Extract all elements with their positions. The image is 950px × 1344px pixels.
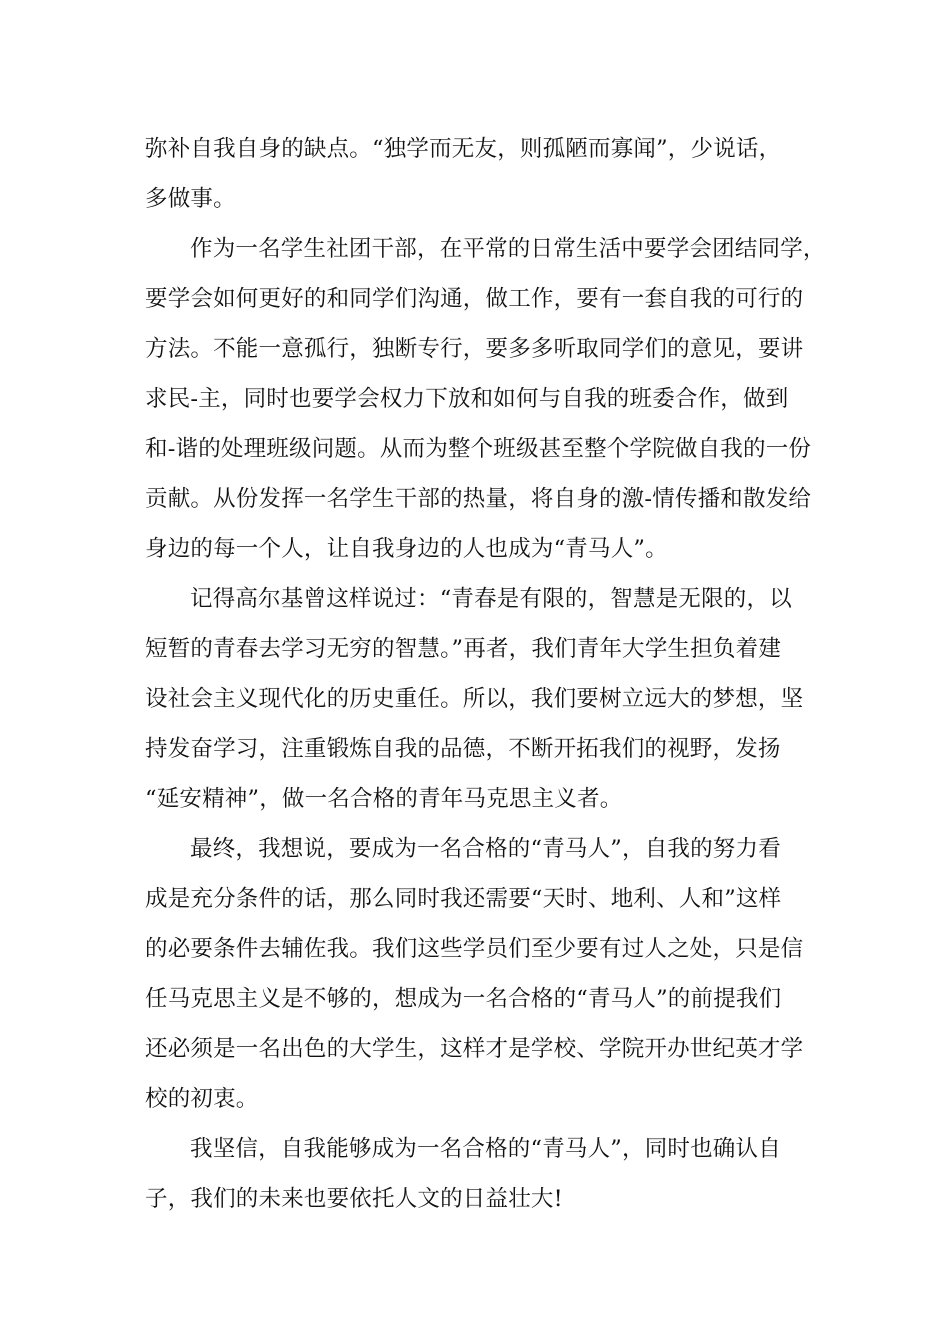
text-line-15: 最终，我想说，要成为一名合格的“青马人”，自我的努力看 [190, 836, 781, 862]
text-line-8: 贡献。从份发挥一名学生干部的热量，将自身的激-情传播和散发给 [145, 486, 812, 512]
text-line-14: “延安精神”，做一名合格的青年马克思主义者。 [145, 786, 623, 812]
text-line-16: 成是充分条件的话，那么同时我还需要“天时、地利、人和”这样 [145, 886, 782, 912]
text-line-4: 要学会如何更好的和同学们沟通，做工作，要有一套自我的可行的 [145, 286, 804, 312]
text-line-20: 校的初衷。 [145, 1086, 259, 1112]
text-line-3: 作为一名学生社团干部，在平常的日常生活中要学会团结同学， [190, 236, 826, 262]
text-line-11: 短暂的青春去学习无穷的智慧。”再者，我们青年大学生担负着建 [145, 636, 782, 662]
text-line-5: 方法。不能一意孤行，独断专行，要多多听取同学们的意见，要讲 [145, 336, 804, 362]
text-line-13: 持发奋学习，注重锻炼自我的品德，不断开拓我们的视野，发扬 [145, 736, 781, 762]
text-line-12: 设社会主义现代化的历史重任。所以，我们要树立远大的梦想，坚 [145, 686, 804, 712]
text-line-9: 身边的每一个人，让自我身边的人也成为“青马人”。 [145, 536, 668, 562]
text-line-2: 多做事。 [145, 186, 236, 212]
text-line-1: 弥补自我自身的缺点。“独学而无友，则孤陋而寡闻”，少说话， [145, 136, 782, 162]
text-line-6: 求民-主，同时也要学会权力下放和如何与自我的班委合作，做到 [145, 386, 789, 412]
text-line-17: 的必要条件去辅佐我。我们这些学员们至少要有过人之处，只是信 [145, 936, 804, 962]
text-line-19: 还必须是一名出色的大学生，这样才是学校、学院开办世纪英才学 [145, 1036, 804, 1062]
text-line-22: 子，我们的未来也要依托人文的日益壮大! [145, 1186, 563, 1212]
text-line-21: 我坚信，自我能够成为一名合格的“青马人”，同时也确认自 [190, 1136, 781, 1162]
text-line-10: 记得高尔基曾这样说过：“青春是有限的，智慧是无限的，以 [190, 586, 792, 612]
text-line-7: 和-谐的处理班级问题。从而为整个班级甚至整个学院做自我的一份 [145, 436, 812, 462]
text-line-18: 任马克思主义是不够的，想成为一名合格的“青马人”的前提我们 [145, 986, 782, 1012]
